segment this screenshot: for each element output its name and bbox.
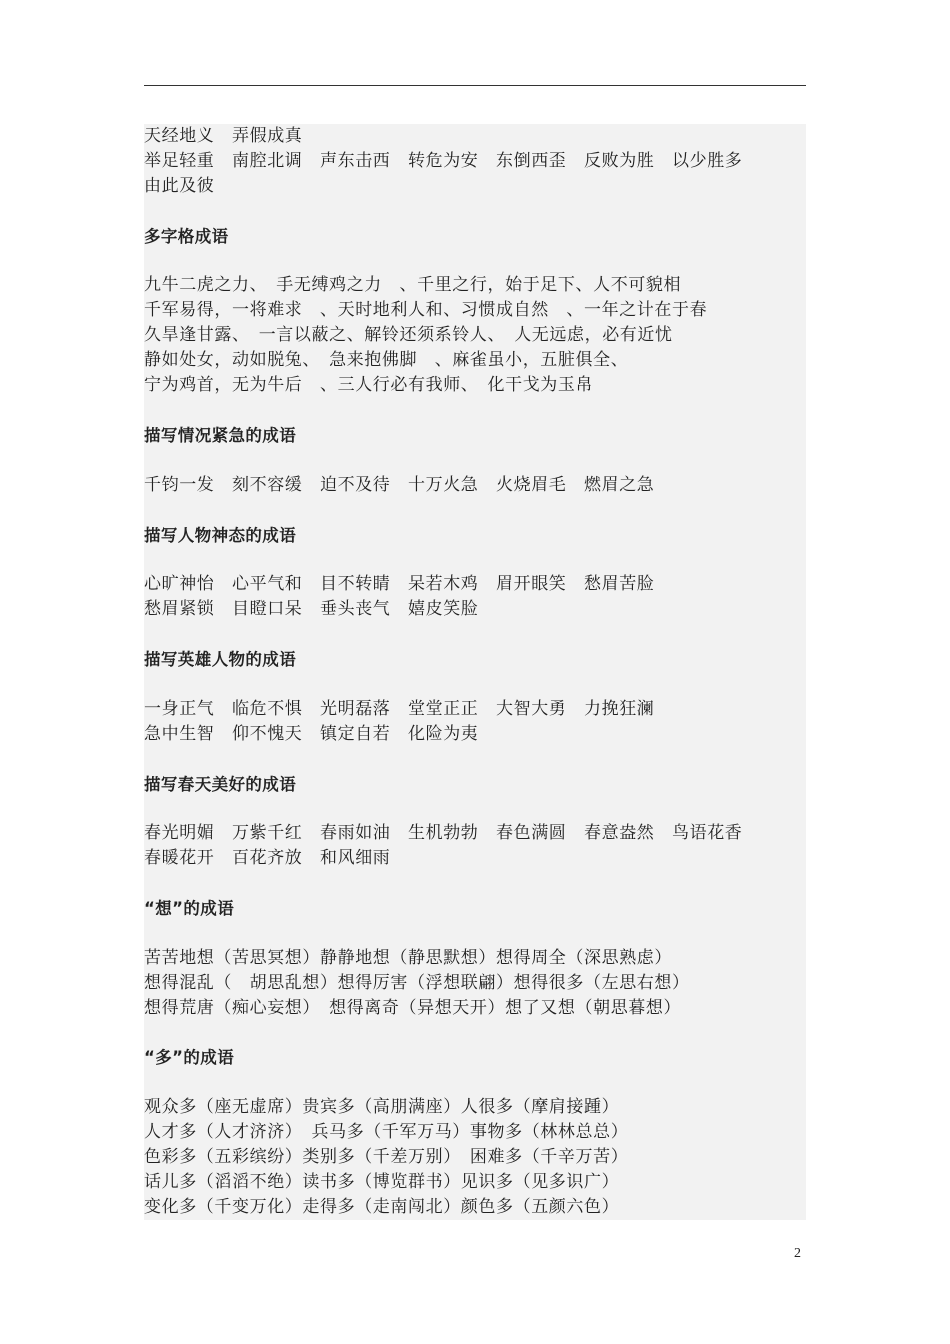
- header-rule: [144, 85, 806, 86]
- text-line: 千军易得，一将难求 、天时地利人和、习惯成自然 、一年之计在于春: [144, 300, 708, 320]
- text-line: 宁为鸡首，无为牛后 、三人行必有我师、 化干戈为玉帛: [144, 375, 594, 395]
- text-line: 变化多（千变万化）走得多（走南闯北）颜色多（五颜六色）: [144, 1197, 620, 1217]
- text-line: 苦苦地想（苦思冥想）静静地想（静思默想）想得周全（深思熟虑）: [144, 948, 672, 968]
- text-line: 色彩多（五彩缤纷）类别多（千差万别） 困难多（千辛万苦）: [144, 1147, 629, 1167]
- text-line: 想得荒唐（痴心妄想） 想得离奇（异想天开）想了又想（朝思暮想）: [144, 998, 682, 1018]
- text-line: 千钧一发 刻不容缓 迫不及待 十万火急 火烧眉毛 燃眉之急: [144, 475, 655, 495]
- text-line: 春暖花开 百花齐放 和风细雨: [144, 848, 391, 868]
- section-heading: “想”的成语: [144, 899, 235, 918]
- text-line: 九牛二虎之力、 手无缚鸡之力 、千里之行，始于足下、人不可貌相: [144, 275, 682, 295]
- text-line: 静如处女，动如脱兔、 急来抱佛脚 、麻雀虽小，五脏俱全、: [144, 350, 629, 370]
- text-line: 话儿多（滔滔不绝）读书多（博览群书）见识多（见多识广）: [144, 1172, 620, 1192]
- document-body: [144, 124, 806, 1220]
- text-line: 人才多（人才济济） 兵马多（千军万马）事物多（林林总总）: [144, 1122, 629, 1142]
- section-heading: 描写人物神态的成语: [144, 526, 297, 545]
- section-heading: 描写英雄人物的成语: [144, 650, 297, 669]
- section-heading: 描写春天美好的成语: [144, 775, 297, 794]
- section-heading: “多”的成语: [144, 1048, 235, 1067]
- text-line: 举足轻重 南腔北调 声东击西 转危为安 东倒西歪 反败为胜 以少胜多: [144, 151, 743, 171]
- text-line: 天经地义 弄假成真: [144, 126, 303, 146]
- text-line: 心旷神怡 心平气和 目不转睛 呆若木鸡 眉开眼笑 愁眉苦脸: [144, 574, 655, 594]
- text-line: 愁眉紧锁 目瞪口呆 垂头丧气 嬉皮笑脸: [144, 599, 479, 619]
- text-line: 由此及彼: [144, 176, 215, 196]
- text-line: 春光明媚 万紫千红 春雨如油 生机勃勃 春色满圆 春意盎然 鸟语花香: [144, 823, 743, 843]
- page-number: 2: [794, 1246, 801, 1261]
- section-heading: 多字格成语: [144, 227, 229, 246]
- text-line: 急中生智 仰不愧天 镇定自若 化险为夷: [144, 724, 479, 744]
- text-line: 观众多（座无虚席）贵宾多（高朋满座）人很多（摩肩接踵）: [144, 1097, 620, 1117]
- text-line: 想得混乱（ 胡思乱想）想得厉害（浮想联翩）想得很多（左思右想）: [144, 973, 690, 993]
- section-heading: 描写情况紧急的成语: [144, 426, 297, 445]
- text-line: 久旱逢甘露、 一言以蔽之、解铃还须系铃人、 人无远虑，必有近忧: [144, 325, 673, 345]
- text-line: 一身正气 临危不惧 光明磊落 堂堂正正 大智大勇 力挽狂澜: [144, 699, 655, 719]
